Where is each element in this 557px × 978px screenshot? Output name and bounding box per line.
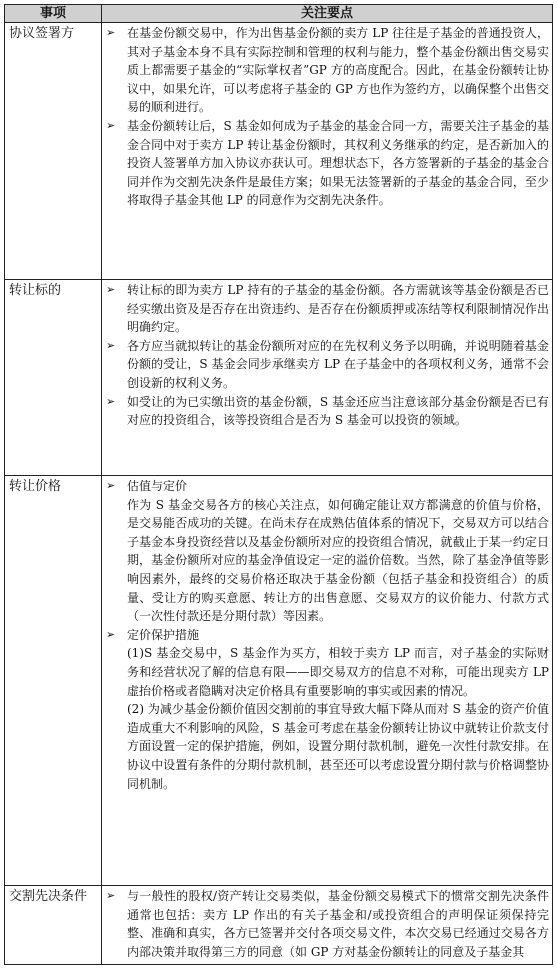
row-key-points bbox=[102, 280, 553, 476]
arrow-bullet-icon: ➢ bbox=[106, 118, 116, 132]
header-key-points: 关注要点 bbox=[102, 5, 553, 23]
arrow-bullet-icon: ➢ bbox=[106, 627, 116, 641]
due-diligence-table bbox=[4, 4, 553, 965]
arrow-bullet-icon: ➢ bbox=[106, 338, 116, 352]
row-key-points bbox=[102, 23, 553, 280]
row-topic: 交割先决条件 bbox=[5, 886, 102, 965]
row-topic: 转让价格 bbox=[5, 476, 102, 886]
bullet-item bbox=[105, 337, 549, 393]
row-topic: 协议签署方 bbox=[5, 23, 102, 280]
row-topic: 转让标的 bbox=[5, 280, 102, 476]
bullet-item bbox=[105, 887, 549, 961]
table-row bbox=[5, 476, 553, 886]
bullet-text: 各方应当就拟转让的基金份额所对应的在先权利义务予以明确，并说明随着基金份额的受让，S 基金会同步承继卖方 LP 在子基金中的各项权利义务，通常不会创设新的权利义务。 bbox=[127, 338, 549, 390]
header-topic: 事项 bbox=[5, 5, 102, 23]
table-row bbox=[5, 23, 553, 280]
table-row bbox=[5, 886, 553, 965]
row-key-points bbox=[102, 886, 553, 965]
bullet-text: 在基金份额交易中，作为出售基金份额的卖方 LP 往往是子基金的普通投资人，其对子基金本身不具有实际控制和管理的权利与能力，整个基金份额出售交易实质上都需要子基金的“实际掌权者”GP 方的高度配合。因此，在基金份额转让协议中，如果允许，可以考虑将子基金的 GP 方也作为签约方，以确保整个出售交易的顺利进行。 bbox=[127, 26, 549, 115]
bullet-item bbox=[105, 626, 549, 645]
arrow-bullet-icon: ➢ bbox=[106, 889, 116, 902]
table-row bbox=[5, 280, 553, 476]
arrow-bullet-icon: ➢ bbox=[106, 479, 116, 492]
arrow-bullet-icon: ➢ bbox=[106, 26, 116, 39]
bullet-text: 估值与定价 bbox=[127, 479, 188, 493]
bullet-item bbox=[105, 393, 549, 430]
row-key-points bbox=[102, 476, 553, 886]
bullet-item bbox=[105, 117, 549, 210]
bullet-text: 基金份额转让后，S 基金如何成为子基金的基金合同一方，需要关注子基金的基金合同中对于卖方 LP 转让基金份额时，其权利义务继承的约定，是否新加入的投资人签署单方加入协议亦获认可。理想状态下，各方签署新的子基金的基金合同并作为交割先决条件是最佳方案；如果无法签署新的子基金的基金合同，至少将取得子基金其他 LP 的同意作为交割先决条件。 bbox=[127, 118, 549, 208]
table-header-row bbox=[5, 5, 553, 23]
bullet-text: 定价保护措施 bbox=[127, 627, 200, 642]
bullet-item bbox=[105, 24, 549, 117]
paragraph: 作为 S 基金交易各方的核心关注点，如何确定能让双方都满意的价值与价格，是交易能否成功的关键。在尚未存在成熟估值体系的情况下，交易双方可以结合子基金本身投资经营以及基金份额所对应的投资组合情况，就截止于某一约定日期，基金份额所对应的基金净值设定一定的溢价倍数。当然，除了基金净值等影响因素外，最终的交易价格还取决于基金份额（包括子基金和投资组合）的质量、受让方的购买意愿、转让方的出售意愿、交易双方的议价能力、付款方式（一次性付款还是分期付款）等因素。 bbox=[127, 497, 549, 624]
paragraph: (1)S 基金交易中，S 基金作为买方，相较于卖方 LP 而言，对子基金的实际财务和经营状况了解的信息有限——即交易双方的信息不对称，可能出现卖方 LP 虚抬价格或者隐瞒对决定价格具有重要影响的事实或因素的情况。 bbox=[127, 646, 549, 698]
bullet-text: 转让标的即为卖方 LP 持有的子基金的基金份额。各方需就该等基金份额是否已经实缴出资及是否存在出资违约、是否存在份额质押或冻结等权利限制情况作出明确约定。 bbox=[127, 283, 549, 335]
paragraph: (2) 为减少基金份额价值因交割前的事宜导致大幅下降从而对 S 基金的资产价值造成重大不利影响的风险，S 基金可考虑在基金份额转让协议中就转让价款支付方面设置一定的保护措施，例如，设置分期付款机制，避免一次性付款安排。在协议中设置有条件的分期付款机制，甚至还可以考虑设置分期付款与价格调整协同机制。 bbox=[127, 702, 549, 791]
arrow-bullet-icon: ➢ bbox=[106, 394, 116, 408]
bullet-text: 与一般性的股权/资产转让交易类似，基金份额交易模式下的惯常交割先决条件通常也包括：卖方 LP 作出的有关子基金和/或投资组合的声明保证须保持完整、准确和真实，各方已签署并交付各项交易文件，本次交易已经通过交易各方内部决策并取得第三方的同意（如 GP 方对基金份额转让的同意及子基金其 bbox=[127, 889, 549, 959]
bullet-item bbox=[105, 477, 549, 496]
bullet-text: 如受让的为已实缴出资的基金份额，S 基金还应当注意该部分基金份额是否已有对应的投资组合，该等投资组合是否为 S 基金可以投资的领域。 bbox=[127, 394, 549, 428]
bullet-item bbox=[105, 281, 549, 337]
arrow-bullet-icon: ➢ bbox=[106, 283, 116, 296]
